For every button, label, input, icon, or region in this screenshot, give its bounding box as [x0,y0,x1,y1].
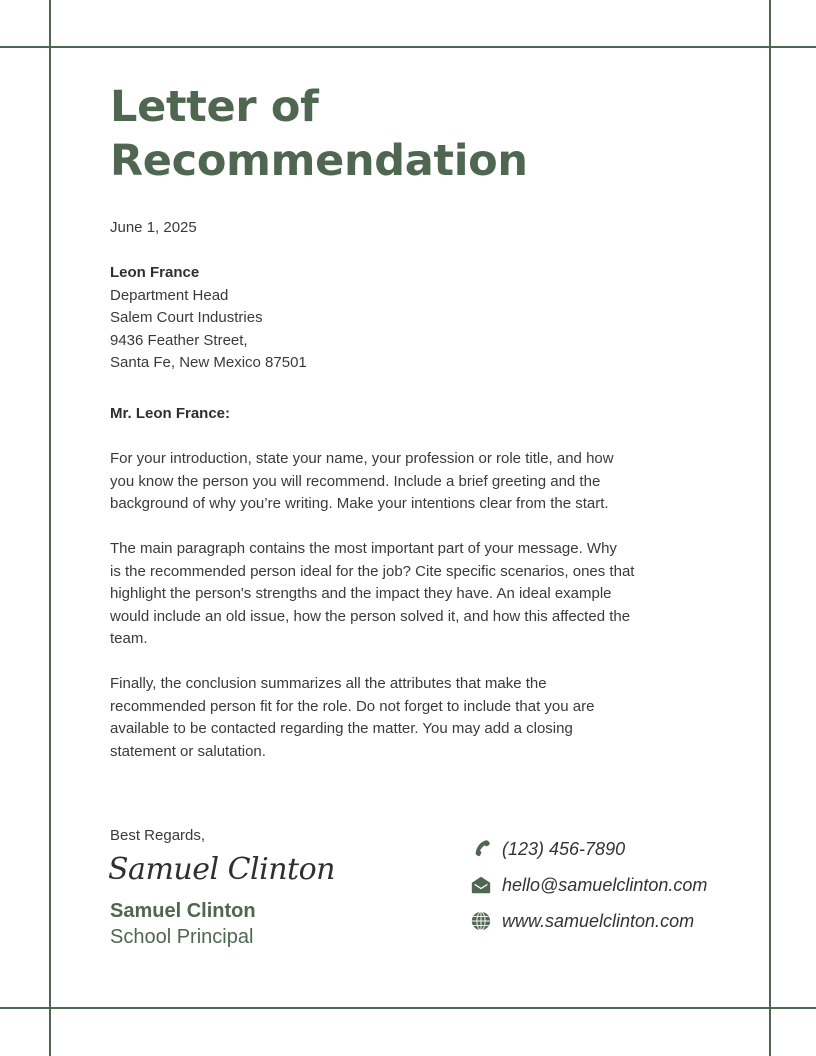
frame-top-line [0,46,816,48]
recipient-title: Department Head [110,286,229,304]
sender-name: Samuel Clinton [110,900,256,922]
signature: Samuel Clinton [108,852,335,887]
globe-icon [470,910,492,932]
title-line-2: Recommendation [110,136,528,186]
paragraph-line: statement or salutation. [110,742,266,760]
contact-website [470,910,694,932]
conclusion-paragraph [110,673,710,763]
paragraph-line: would include an old issue, how the person solved it, and how this affected the [110,607,631,625]
recipient-block [110,262,710,375]
recipient-street: 9436 Feather Street, [110,331,248,349]
phone-text[interactable]: (123) 456-7890 [502,838,626,859]
salutation: Mr. Leon France: [110,405,231,422]
recipient-city: Santa Fe, New Mexico 87501 [110,354,307,371]
letter-date: June 1, 2025 [110,219,197,236]
main-paragraph [110,538,710,651]
paragraph-line: highlight the person's strengths and the impact they have. An ideal example [110,585,612,602]
paragraph-line: available to be contacted regarding the matter. You may add a closing [110,720,573,737]
paragraph-line: The main paragraph contains the most important part of your message. Why [110,540,617,557]
contact-phone [470,838,625,860]
closing: Best Regards, [110,827,206,844]
paragraph-line: recommended person fit for the role. Do not forget to include that you are [110,697,595,715]
page-title [110,80,630,188]
website-text[interactable]: www.samuelclinton.com [502,910,695,931]
email-text[interactable]: hello@samuelclinton.com [502,874,708,895]
contact-email [470,874,707,896]
paragraph-line: For your introduction, state your name, your profession or role title, and how [110,450,614,467]
frame-bottom-line [0,1007,816,1009]
paragraph-line: Finally, the conclusion summarizes all the attributes that make the [110,675,547,692]
recipient-company: Salem Court Industries [110,309,263,326]
frame-left-line [49,0,51,1056]
intro-paragraph [110,448,710,516]
frame-right-line [769,0,771,1056]
paragraph-line: is the recommended person ideal for the job? Cite specific scenarios, ones that [110,562,635,580]
phone-icon [470,838,492,860]
recipient-name: Leon France [110,264,200,281]
sender-role: School Principal [110,926,254,948]
paragraph-line: team. [110,630,148,647]
envelope-icon [470,874,492,896]
title-line-1: Letter of [110,82,319,132]
paragraph-line: background of why you’re writing. Make your intentions clear from the start. [110,495,609,512]
paragraph-line: you know the person you will recommend. Include a brief greeting and the [110,472,601,490]
